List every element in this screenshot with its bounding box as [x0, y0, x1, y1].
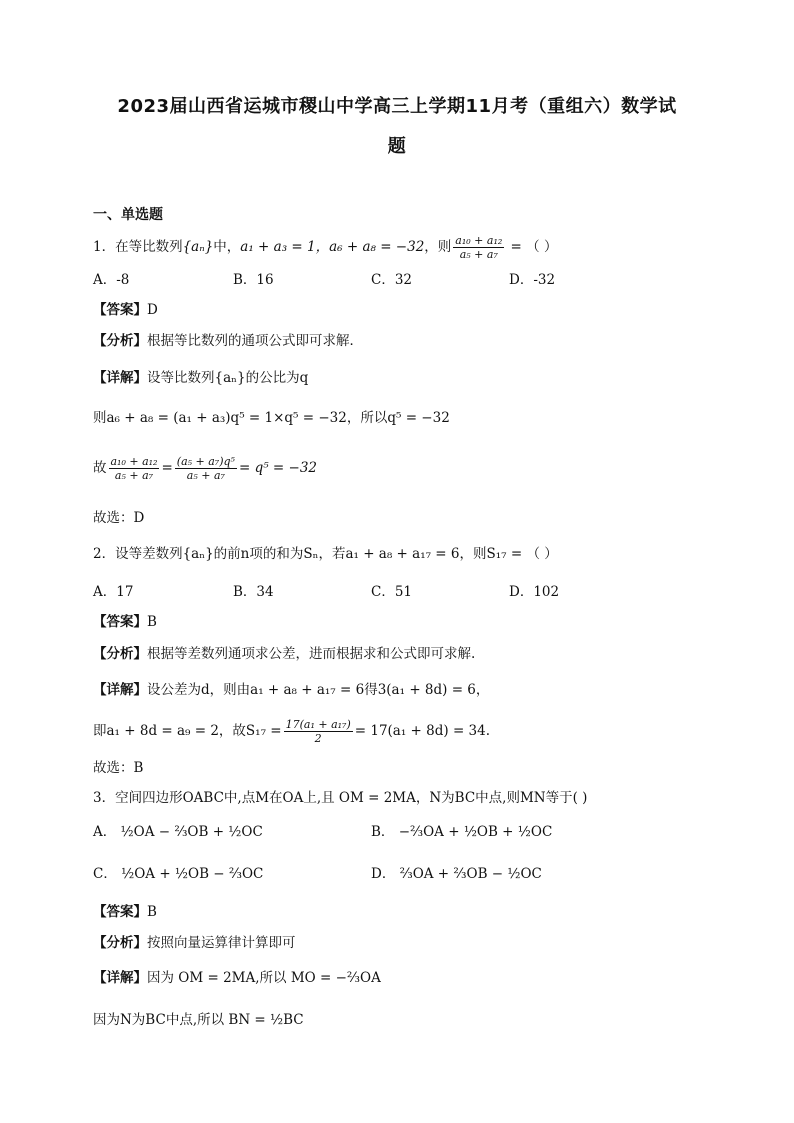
q3-option-d: D． ⅔OA + ⅔OB − ½OC [371, 866, 542, 882]
q1-detail3-frac1-den: a₅ + a₇ [114, 469, 154, 483]
q3-analysis [93, 937, 296, 951]
q1-option-c: C．32 [371, 272, 413, 288]
document-title-line2: 题 [387, 136, 407, 157]
q1-analysis-text: 根据等比数列的通项公式即可求解． [147, 333, 363, 349]
q1-conclusion: 故选：D [93, 510, 145, 526]
q3-analysis-tag: 【分析】 [93, 935, 147, 951]
q1-detail-tag: 【详解】 [93, 370, 147, 386]
q1-detail [93, 372, 308, 386]
q1-stem-text-d: = （ ） [506, 239, 558, 256]
q1-stem-text-a: 1．在等比数列 [93, 239, 183, 256]
q2-answer [93, 616, 157, 630]
q3-answer [93, 906, 157, 920]
q3-option-b: B． −⅔OA + ½OB + ½OC [371, 824, 553, 840]
q1-detail3-frac2-num: (a₅ + a₇)q⁵ [176, 455, 235, 468]
q2-answer-tag: 【答案】 [93, 614, 147, 630]
q1-detail-line1: 设等比数列{aₙ}的公比为q [147, 370, 309, 386]
q1-answer [93, 304, 158, 318]
q3-answer-value: B [147, 904, 157, 920]
q3-option-c: C． ½OA + ½OB − ⅔OC [93, 866, 264, 882]
q1-detail3-pre: 故 [93, 460, 107, 477]
q1-stem-cond: a₁ + a₃ = 1，a₆ + a₈ = −32 [240, 239, 425, 256]
q1-frac-num: a₁₀ + a₁₂ [455, 234, 503, 247]
q1-frac-den: a₅ + a₇ [459, 248, 498, 262]
q1-detail3-frac2-den: a₅ + a₇ [186, 469, 225, 483]
q3-detail-tag: 【详解】 [93, 970, 147, 986]
q1-analysis-tag: 【分析】 [93, 333, 147, 349]
question-2-stem: 2．设等差数列{aₙ}的前n项的和为Sₙ，若a₁ + a₈ + a₁₇ = 6，则S₁₇ = （ ） [93, 546, 558, 562]
q2-analysis-tag: 【分析】 [93, 646, 147, 662]
q1-detail-line2: 则a₆ + a₈ = (a₁ + a₃)q⁵ = 1×q⁵ = −32，所以q⁵ = −32 [93, 410, 450, 426]
section-heading: 一、单选题 [93, 207, 163, 223]
q2-detail2-frac [284, 718, 353, 745]
q1-detail3-eq: = [161, 460, 173, 477]
q1-answer-value: D [147, 302, 158, 318]
q1-detail3-frac1 [109, 455, 160, 482]
q1-analysis [93, 335, 363, 349]
q3-option-a: A． ½OA − ⅔OB + ½OC [93, 824, 263, 840]
q2-answer-value: B [147, 614, 157, 630]
q2-option-c: C．51 [371, 584, 413, 600]
q1-stem-text-c: ，则 [424, 239, 452, 256]
q1-answer-tag: 【答案】 [93, 302, 147, 318]
q1-stem-fraction [453, 234, 504, 261]
q2-analysis [93, 648, 475, 662]
q2-detail2-pre: 即a₁ + 8d = a₉ = 2，故S₁₇ = [93, 723, 282, 740]
q2-detail-line2 [93, 718, 490, 745]
q2-detail2-post: = 17(a₁ + 8d) = 34. [354, 723, 491, 740]
q2-detail [93, 684, 489, 698]
q1-stem-text-b: 中， [213, 239, 241, 256]
question-1-stem [93, 234, 557, 261]
q2-option-a: A．17 [93, 584, 134, 600]
q2-conclusion: 故选：B [93, 760, 144, 776]
q2-option-b: B．34 [233, 584, 274, 600]
q1-option-b: B．16 [233, 272, 274, 288]
q2-detail2-frac-den: 2 [314, 732, 322, 746]
q1-detail3-frac2 [175, 455, 237, 482]
q2-option-d: D．102 [509, 584, 560, 600]
question-3-stem: 3．空间四边形OABC中,点M在OA上,且 OM = 2MA，N为BC中点,则MN等于( ) [93, 790, 588, 806]
q3-answer-tag: 【答案】 [93, 904, 147, 920]
q3-detail [93, 972, 381, 986]
document-title-line1: 2023届山西省运城市稷山中学高三上学期11月考（重组六）数学试 [117, 96, 677, 117]
q2-detail2-frac-num: 17(a₁ + a₁₇) [285, 718, 351, 731]
q2-detail-tag: 【详解】 [93, 682, 147, 698]
q1-stem-seq: {aₙ} [182, 239, 214, 256]
q2-detail-line1: 设公差为d，则由a₁ + a₈ + a₁₇ = 6得3(a₁ + 8d) = 6， [147, 682, 490, 698]
q3-detail-line2: 因为N为BC中点,所以 BN = ½BC [93, 1012, 304, 1028]
q3-detail-line1: 因为 OM = 2MA,所以 MO = −⅔OA [147, 970, 381, 986]
q1-detail-line3 [93, 455, 317, 482]
q2-analysis-text: 根据等差数列通项求公差，进而根据求和公式即可求解. [147, 646, 476, 662]
q1-detail3-post: = q⁵ = −32 [238, 460, 318, 477]
q3-analysis-text: 按照向量运算律计算即可 [147, 935, 296, 951]
q1-detail3-frac1-num: a₁₀ + a₁₂ [110, 455, 158, 468]
q1-option-a: A．-8 [93, 272, 130, 288]
q1-option-d: D．-32 [509, 272, 556, 288]
